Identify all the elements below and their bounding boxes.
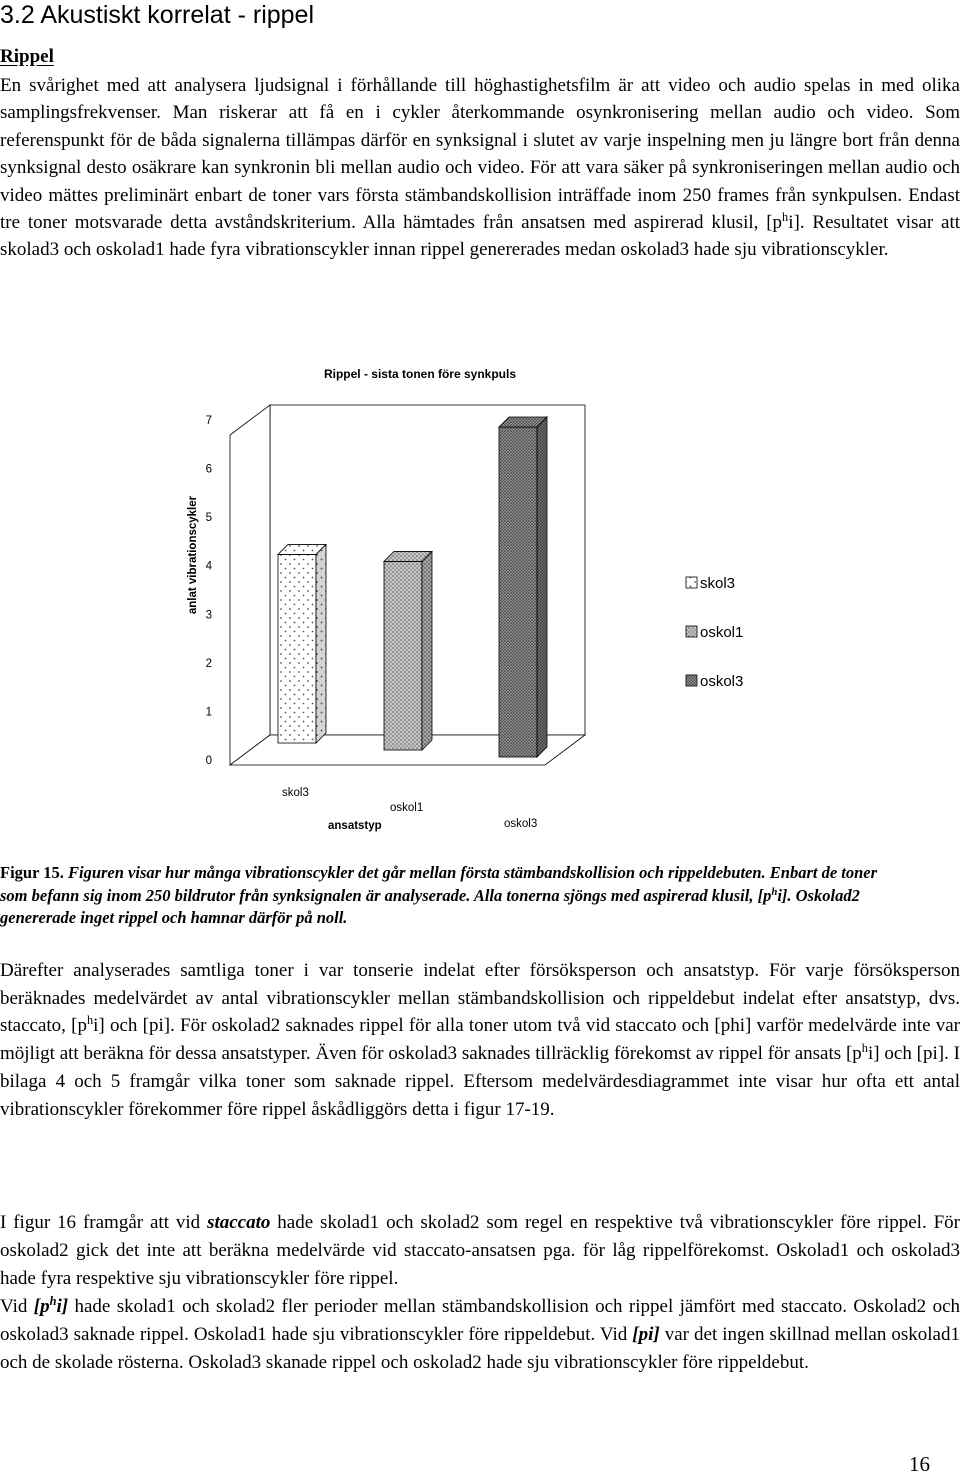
emphasis: staccato: [207, 1212, 271, 1233]
bar-side-oskol3: [537, 417, 547, 757]
section-title: 3.2 Akustiskt korrelat - rippel: [0, 1, 315, 29]
x-tick-label: oskol3: [504, 818, 538, 830]
text-run: Vid: [0, 1296, 34, 1317]
superscript: h: [782, 210, 789, 225]
text-run: Därefter analyserades samtliga toner i var tonserie indelat efter försöksperson och ansatstyp. För varje försöksperson beräknades medelvärdet av antal vibrationscykler mellan stämbandskollision och rippeldebut indelat efter ansatstyp, dvs. staccato, [p: [0, 960, 960, 1037]
paragraph-3-part-1: [0, 1209, 960, 1293]
emphasis: i]: [56, 1296, 69, 1317]
x-tick-label: oskol1: [390, 802, 424, 814]
chart-side-wall: [230, 405, 270, 765]
superscript: h: [861, 1041, 868, 1056]
bar-side-oskol1: [422, 551, 432, 750]
bar-front-oskol1: [384, 561, 422, 750]
legend-swatch-oskol3: [686, 675, 697, 686]
text-run: I figur 16 framgår att vid: [0, 1212, 208, 1233]
text-run: En svårighet med att analysera ljudsignal i förhållande till höghastighetsfilm är att video och audio spelas in med olika samplingsfrekvenser. Man riskerar att få en i cykler återkommande osynkronisering mellan audio och video. Som referenspunkt för de båda signalerna tillämpas därför en synksignal i slutet av varje inspelning men ju längre bort från denna synksignal desto osäkrare kan synkronin bli mellan audio och video. För att vara säker på synkroniseringen mellan audio och video mättes preliminärt enbart de toner vars första stämbandskollision inträffade inom 250 frames från synkpulsen. Endast tre toner motsvarade detta avståndskriterium. Alla hämtades från ansatsen med aspirerad klusil, [p: [0, 75, 960, 234]
text-run: hade skolad1 och skolad2 som regel en respektive två vibrationscykler före rippel. För oskolad2 gick det inte att beräkna medelvärde vid staccato-ansatsen pga. för låg rippelförekomst. Oskolad1 och oskolad3 hade fyra respektive sju vibrationscykler före rippel.: [0, 1212, 960, 1289]
legend-label: oskol1: [700, 624, 744, 641]
paragraph-3-part-2: [0, 1293, 960, 1377]
emphasis: [p: [33, 1296, 50, 1317]
superscript: h: [771, 885, 778, 898]
bar-side-skol3: [316, 544, 326, 743]
text-run: var det ingen skillnad mellan oskolad1 och de skolade rösterna. Oskolad3 skanade rippel och oskolad2 hade sju vibrationscykler före rippeldebut.: [0, 1324, 960, 1373]
caption-text: i]. Oskolad2 genererade inget rippel och hamnar därför på noll.: [0, 885, 860, 927]
y-tick-label: 0: [205, 755, 212, 767]
subheading: Rippel: [0, 46, 54, 67]
caption-label: Figur 15.: [0, 863, 64, 882]
y-tick-label: 7: [205, 415, 212, 427]
text-run: hade skolad1 och skolad2 fler perioder mellan stämbandskollision och rippel jämfört med staccato. Oskolad2 och oskolad3 saknade rippel. Oskolad1 hade sju vibrationscykler före rippeldebut. Vid: [0, 1296, 960, 1345]
legend-swatch-skol3: [686, 577, 697, 588]
y-tick-label: 2: [205, 657, 212, 670]
chart-title: Rippel - sista tonen före synkpuls: [323, 367, 517, 381]
page-number: 16: [909, 1452, 930, 1476]
text-run: i] och [pi]. För oskolad2 saknades rippel för alla toner utom två vid staccato och [phi] varför medelvärde inte var möjligt att beräkna för dessa ansatstyper. Även för oskolad3 saknades tillräcklig förekomst av rippel för ansats [p: [0, 1015, 960, 1065]
text-run: i] och [pi]. I bilaga 4 och 5 framgår vilka toner som saknade rippel. Eftersom medelvärdesdiagrammet inte visar hur ofta ett antal vibrationscykler förekommer före rippel åskådliggörs detta i figur 17-19.: [0, 1043, 960, 1120]
bar-front-oskol3: [499, 427, 537, 757]
emphasis: [pi]: [632, 1324, 660, 1345]
x-axis-label: ansatstyp: [328, 820, 382, 832]
paragraph-3: [0, 1209, 960, 1377]
legend-label: skol3: [700, 575, 736, 592]
caption-text: Figuren visar hur många vibrationscykler det går mellan första stämbandskollision och rippeldebuten. Enbart de toner som befann sig inom 250 bildrutor från synksignalen är analyserade. Alla tonerna sjöngs med aspirerad klusil, [p: [0, 863, 878, 905]
paragraph-2: [0, 957, 960, 1123]
legend-swatch-oskol1: [686, 626, 697, 637]
text-run: i]. Resultatet visar att skolad3 och oskolad1 hade fyra vibrationscykler innan rippel genererades medan oskolad3 hade sju vibrationscykler.: [0, 212, 960, 261]
bar-front-skol3: [278, 554, 316, 743]
y-tick-label: 6: [205, 463, 212, 476]
bar-chart: [0, 355, 960, 845]
x-tick-label: skol3: [282, 787, 309, 799]
y-tick-label: 4: [205, 560, 212, 573]
y-axis-label: anlat vibrationscykler: [187, 495, 199, 615]
y-tick-label: 1: [205, 706, 212, 719]
superscript: h: [49, 1294, 57, 1309]
y-tick-label: 3: [205, 609, 212, 622]
superscript: h: [86, 1013, 94, 1028]
legend-label: oskol3: [700, 673, 744, 690]
y-tick-label: 5: [205, 512, 212, 525]
figure-caption: [0, 862, 900, 930]
paragraph-1: [0, 72, 960, 264]
